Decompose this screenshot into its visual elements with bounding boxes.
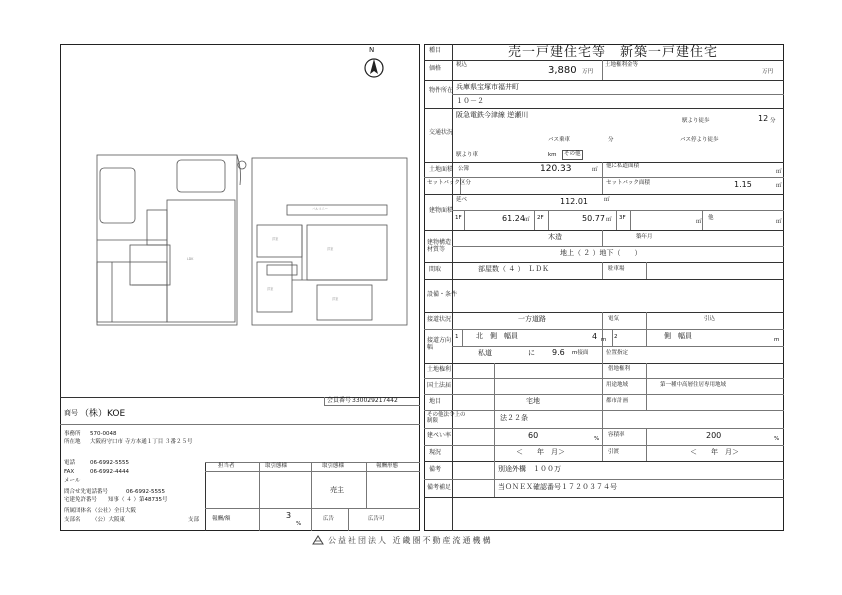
registry-label: 公簿 [458, 166, 470, 172]
floor2-unit: ㎡ [606, 217, 612, 223]
zoning-label: 用途地域 [606, 382, 629, 388]
facilities-label: 設備・条件 [427, 291, 458, 298]
land-rights-label: 土地権利 [427, 366, 452, 373]
ad-label: 広告 [323, 516, 335, 522]
utilities-label: 電気 [608, 316, 620, 322]
category-label: 種目 [429, 47, 442, 54]
private-road-unit-2: m接面 [572, 350, 589, 356]
floor-plan-image [92, 150, 412, 330]
land-area: 120.33 [540, 164, 572, 174]
floor3-label: 3F [619, 215, 626, 221]
far: 200 [706, 431, 722, 440]
setback-area: 1.15 [734, 180, 752, 189]
svg-text:洋室: 洋室 [332, 297, 339, 301]
rights-detail-label: 借地権利 [608, 366, 631, 372]
member-no: 330029217442 [352, 397, 398, 404]
notes-label: 備考 [429, 466, 442, 473]
svg-text:洋室: 洋室 [272, 237, 279, 241]
utilities: 引込 [704, 316, 716, 322]
road-dir2-num: 2 [614, 334, 618, 340]
layout-label: 間取 [429, 266, 442, 273]
walk-label: 駅より徒歩 [682, 118, 710, 124]
road-dir1-num: 1 [455, 334, 459, 340]
fax-label: FAX [64, 469, 75, 475]
location-line2: １０－２ [456, 97, 484, 105]
license-label: 宅建免許番号 [64, 497, 98, 503]
reward-label: 報酬/額 [212, 516, 231, 522]
reward-value: 3 [286, 511, 292, 520]
setback-unit: ㎡ [776, 183, 782, 189]
transport-label: 交通状況 [429, 129, 454, 136]
road-dir1-unit: m [601, 337, 607, 343]
maintenance-unit: 万円 [762, 69, 774, 75]
svg-text:バルコニー: バルコニー [312, 207, 328, 211]
total-area-unit: ㎡ [604, 197, 610, 203]
transport-line: 阪急電鉄今津線 逆瀬川 [456, 111, 529, 119]
land-category: 宅地 [526, 397, 540, 405]
association-logo-icon [312, 535, 324, 545]
far-unit: % [774, 436, 780, 442]
private-road-mid: に [528, 349, 535, 357]
svg-text:洋室: 洋室 [267, 287, 274, 291]
city-plan-label: 都市計画 [606, 398, 629, 404]
land-category-label: 地目 [429, 398, 442, 405]
current-label: 現況 [429, 449, 442, 456]
commission-type-label: 取引態様 [322, 463, 345, 469]
bus-stop-label: バス停より徒歩 [680, 137, 719, 143]
tel: 06-6992-5555 [90, 460, 129, 466]
staff-label: 担当者 [218, 463, 235, 469]
compass-label: N [369, 46, 375, 54]
private-road-unit: ㎡ [776, 169, 782, 175]
floor1-label: 1F [455, 215, 462, 221]
fax: 06-6992-4444 [90, 469, 129, 475]
road-dir2-unit: m [774, 337, 780, 343]
land-area-label: 土地面積 [429, 166, 454, 173]
location-label: 物件所在 [429, 87, 454, 94]
license-no: 知事（ ４ ）第48735号 [108, 497, 168, 503]
trade-name: （株）KOE [80, 409, 126, 419]
floor2-label: 2F [537, 215, 544, 221]
association-label: 所属団体名 [64, 508, 92, 514]
delivery-date: ＜ 年 月＞ [690, 448, 739, 456]
transaction-value: 売主 [330, 486, 344, 494]
land-law-label: 国土法届 [427, 382, 452, 389]
branch: （公）大阪東 [92, 517, 126, 523]
transaction-label: 取引態様 [265, 463, 288, 469]
office-label: 事務所 [64, 431, 81, 437]
road-dir2: 側 幅員 [664, 332, 692, 340]
total-area-label: 延べ [456, 197, 468, 203]
layout: 部屋数（ ４ ） ＬＤＫ [478, 265, 549, 273]
walk-minutes: 12 [758, 114, 769, 123]
other-restrict-label: その他法令上の制限 [427, 412, 466, 425]
member-no-label: 会員番号 [327, 397, 352, 404]
address: 大阪府守口市 寺方本通１丁目 ３番２５号 [90, 439, 193, 445]
price-value: 3,880 [548, 65, 577, 76]
road-dir1-width: 4 [592, 332, 598, 341]
zoning: 第一種中高層住居専用地域 [660, 382, 727, 388]
maintenance-label: 土地権利金等 [605, 62, 639, 68]
setback-area-label: セットバック面積 [606, 180, 650, 186]
inquiry-tel: 06-6992-5555 [126, 489, 165, 495]
branch-suffix: 支部 [188, 517, 200, 523]
floor2-area: 50.77 [582, 214, 605, 223]
price-unit: 万円 [582, 69, 594, 75]
tel-label: 電話 [64, 460, 76, 466]
association: （公社）全日大阪 [92, 508, 137, 514]
structure-label: 建物構造材質等 [427, 239, 452, 253]
private-road-width: 9.6 [552, 348, 565, 357]
parking-label: 駐車場 [608, 266, 625, 272]
private-road-label: 他に私道面積 [606, 163, 640, 169]
coverage-unit: % [594, 436, 600, 442]
postal-code: 570-0048 [90, 431, 117, 437]
floor3-unit: ㎡ [696, 219, 702, 225]
floor1-unit: ㎡ [524, 217, 530, 223]
price-label: 価格 [429, 65, 442, 72]
other-label: その他 [562, 150, 583, 160]
walk-unit: 分 [770, 118, 776, 124]
svg-text:洋室: 洋室 [327, 247, 334, 251]
road-dir1: 北 側 幅員 [476, 332, 518, 340]
private-road-label-2: 私道 [478, 349, 492, 357]
designation-label: 位置指定 [606, 350, 629, 356]
other-floor-unit: ㎡ [776, 219, 782, 225]
coverage: 60 [528, 431, 539, 440]
listing-title: 売一戸建住宅等 新築一戸建住宅 [508, 45, 719, 60]
building-area-label: 建物面積 [429, 207, 454, 214]
road-direction-label: 接道方向幅 [427, 337, 452, 351]
far-label: 容積率 [608, 432, 625, 438]
inquiry-label: 問合せ先電話番号 [64, 489, 109, 495]
total-area: 112.01 [560, 197, 588, 206]
trade-label: 商号 [64, 409, 78, 417]
reward-unit: % [296, 521, 302, 527]
notes-supplement: 当ＯＮＥＸ確認番号１７２０３７４号 [498, 483, 617, 491]
bus-label: バス乗車 [548, 137, 571, 143]
notes-supplement-label: 備考補足 [427, 484, 452, 491]
ad-value: 広告可 [368, 516, 385, 522]
price-tax-label: 税込 [456, 62, 468, 68]
bus-unit: 分 [608, 137, 614, 143]
station-car-label: 駅より車 [456, 152, 479, 158]
road-status-label: 接道状況 [427, 316, 452, 323]
setback-label: セットバック区分 [427, 180, 471, 186]
km-unit: km [548, 152, 557, 158]
coverage-label: 建ぺい率 [427, 432, 452, 439]
built-label: 築年月 [636, 234, 653, 240]
structure: 木造 [548, 233, 562, 241]
other-floor-label: 他 [708, 215, 714, 221]
floors: 地上（ ２ ）地下（ ） [560, 249, 642, 257]
delivery-label: 引渡 [608, 449, 620, 455]
road-status: 一方道路 [518, 315, 546, 323]
footer-text: 公益社団法人 近畿圏不動産流通機構 [328, 536, 493, 545]
commission-label: 報酬形態 [376, 463, 399, 469]
current-date: ＜ 年 月＞ [516, 448, 565, 456]
mail-label: メール [64, 478, 81, 484]
other-restrict: 法２２条 [500, 414, 528, 422]
floor1-area: 61.24 [502, 214, 525, 223]
notes: 別途外構 １００万 [498, 465, 561, 473]
address-label: 所在地 [64, 439, 81, 445]
branch-label: 支部名 [64, 517, 81, 523]
location-line1: 兵庫県宝塚市福井町 [456, 83, 519, 91]
svg-text:LDK: LDK [187, 257, 194, 261]
land-area-unit: ㎡ [592, 167, 598, 173]
